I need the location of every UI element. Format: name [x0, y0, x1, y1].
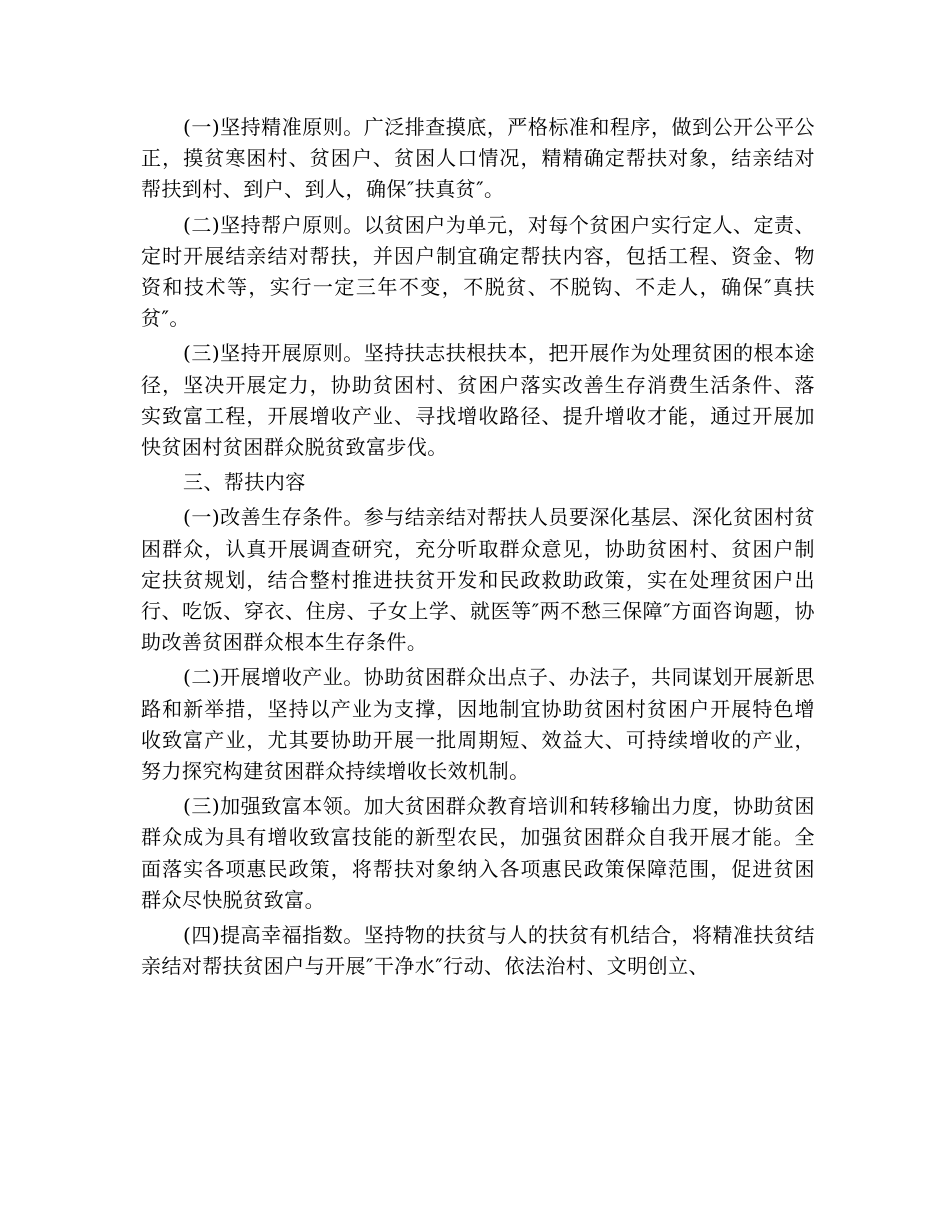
document-body — [141, 112, 815, 986]
paragraph-develop-income-industry: (二)开展增收产业。协助贫困群众出点子、办法子，共同谋划开展新思路和新举措，坚持以产业为支撑，因地制宜协助贫困村贫困户开展特色增收致富产业，尤其要协助开展一批周期短、效益大、可持续增收的产业，努力探究构建贫困群众持续增收长效机制。 — [141, 665, 815, 784]
section-heading-assistance-content: 三、帮扶内容 — [183, 470, 306, 495]
paragraph-happiness-index: (四)提高幸福指数。坚持物的扶贫与人的扶贫有机结合，将精准扶贫结亲结对帮扶贫困户与开展″干净水″行动、依法治村、文明创立、 — [141, 923, 815, 979]
paragraph-principle-household: (二)坚持帮户原则。以贫困户为单元，对每个贫困户实行定人、定责、定时开展结亲结对帮扶，并因户制宜确定帮扶内容，包括工程、资金、物资和技术等，实行一定三年不变，不脱贫、不脱钩、不走人，确保″真扶贫″。 — [141, 212, 815, 331]
paragraph-strengthen-skills: (三)加强致富本领。加大贫困群众教育培训和转移输出力度，协助贫困群众成为具有增收致富技能的新型农民，加强贫困群众自我开展才能。全面落实各项惠民政策，将帮扶对象纳入各项惠民政策保障范围，促进贫困群众尽快脱贫致富。 — [141, 794, 815, 912]
paragraph-principle-precision: (一)坚持精准原则。广泛排查摸底，严格标准和程序，做到公开公平公正，摸贫寒困村、贫困户、贫困人口情况，精精确定帮扶对象，结亲结对帮扶到村、到户、到人，确保″扶真贫″。 — [141, 115, 815, 202]
paragraph-improve-living-conditions: (一)改善生存条件。参与结亲结对帮扶人员要深化基层、深化贫困村贫困群众，认真开展调查研究，充分听取群众意见，协助贫困村、贫困户制定扶贫规划，结合整村推进扶贫开发和民政救助政策，实在处理贫困户出行、吃饭、穿衣、住房、子女上学、就医等″两不愁三保障″方面咨询题，协助改善贫困群众根本生存条件。 — [141, 505, 815, 655]
paragraph-principle-development: (三)坚持开展原则。坚持扶志扶根扶本，把开展作为处理贫困的根本途径，坚决开展定力，协助贫困村、贫困户落实改善生存消费生活条件、落实致富工程，开展增收产业、寻找增收路径、提升增收才能，通过开展加快贫困村贫困群众脱贫致富步伐。 — [141, 341, 815, 460]
